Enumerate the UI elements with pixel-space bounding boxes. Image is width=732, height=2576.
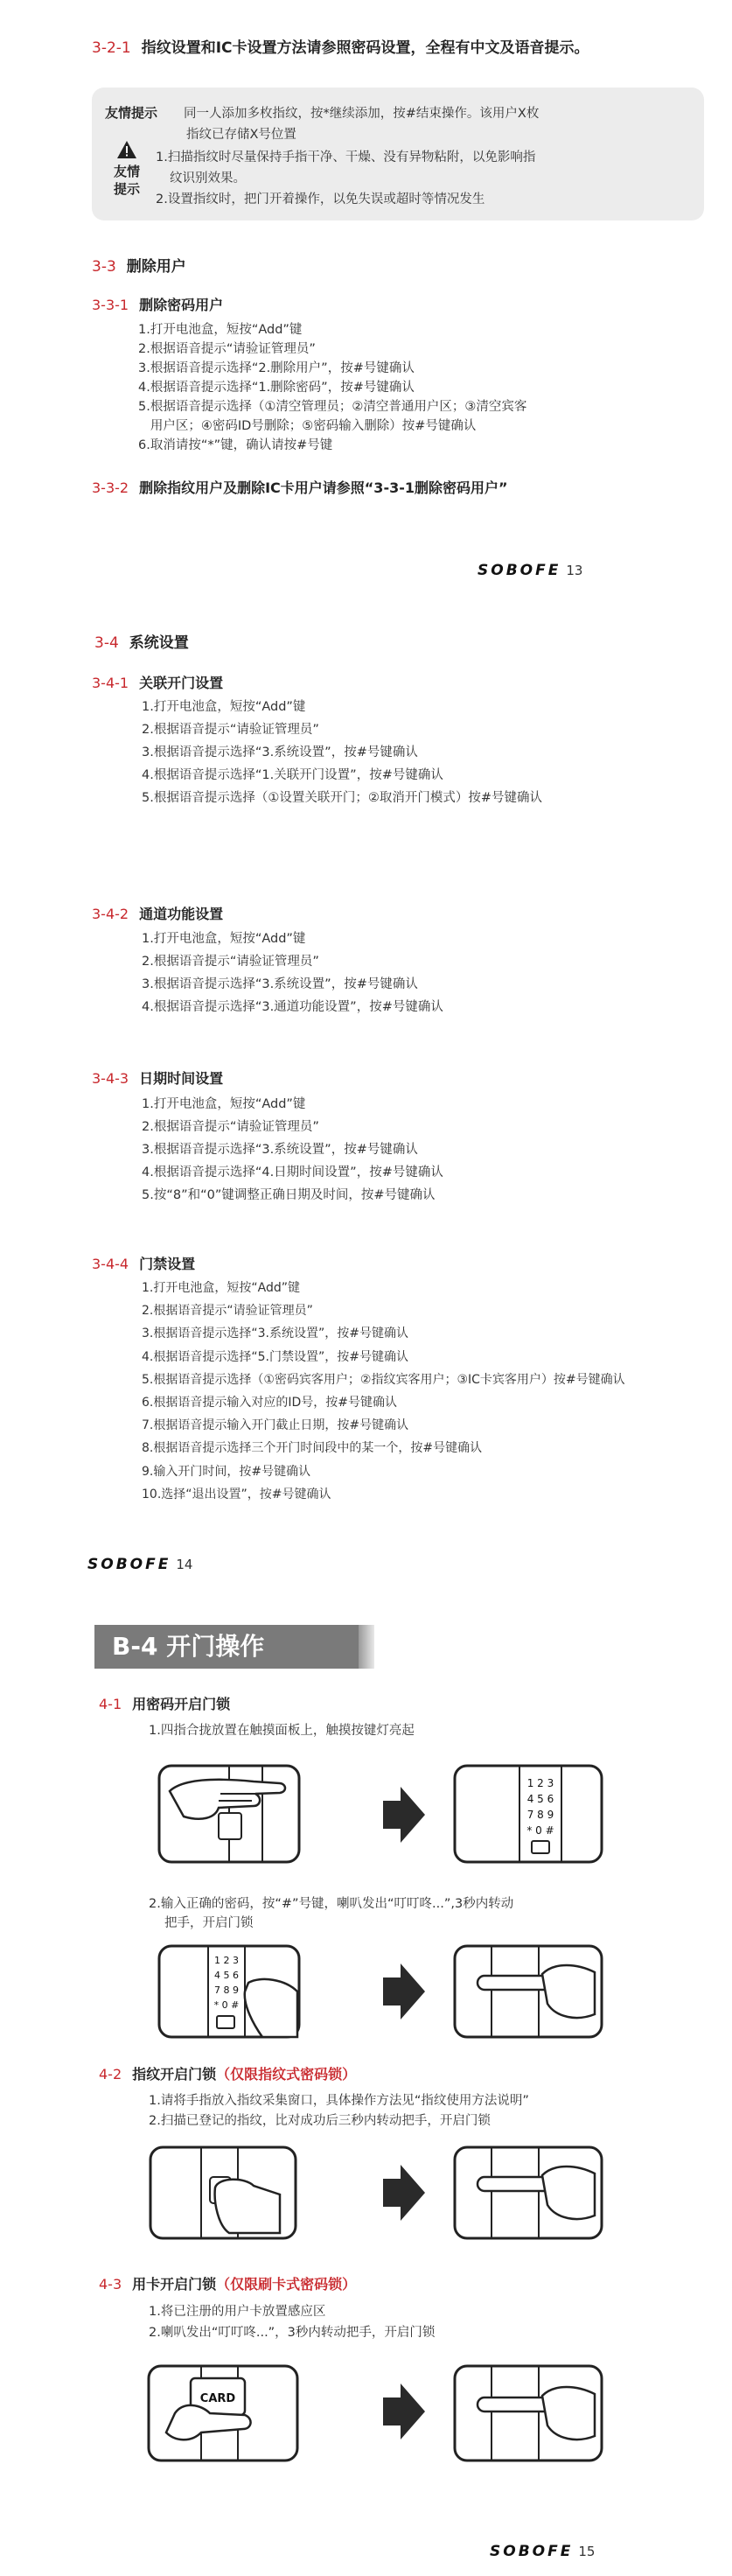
list-item: 2.根据语音提示“请验证管理员” <box>142 1304 313 1319</box>
arrow-right-icon <box>383 2384 425 2440</box>
list-item: 10.选择“退出设置”，按#号键确认 <box>142 1487 331 1502</box>
brand-logo: SOBOFE <box>490 2543 574 2560</box>
heading-4-2: 4-2 指纹开启门锁（仅限指纹式密码锁） <box>99 2066 357 2082</box>
steps-3-4-1 <box>142 696 542 809</box>
list-item: 2.根据语音提示“请验证管理员” <box>138 342 316 356</box>
list-item: 4.根据语音提示选择“3.通道功能设置”，按#号键确认 <box>142 1000 443 1014</box>
steps-4-2: 1.请将手指放入指纹采集窗口，具体操作方法见“指纹使用方法说明” 2.扫描已登记的指纹，比对成功后三秒内转动把手，开启门锁 <box>149 2094 529 2128</box>
section-banner-b4: B-4 开门操作 <box>94 1625 360 1669</box>
list-item: 5.根据语音提示选择（①设置关联开门；②取消开门模式）按#号键确认 <box>142 791 542 805</box>
list-item: 用户区；④密码ID号删除；⑤密码输入删除）按#号键确认 <box>138 419 477 433</box>
list-item: 3.根据语音提示选择“3.系统设置”，按#号键确认 <box>142 1326 408 1341</box>
notice-tips: 1.扫描指纹时尽量保持手指干净、干燥、没有异物粘附，以免影响指 纹识别效果。 2.设置指纹时，把门开着操作，以免失误或超时等情况发生 <box>156 150 536 206</box>
page-number: 14 <box>176 1557 193 1572</box>
keypad-row: 1 2 3 <box>214 1955 239 1966</box>
lock-keypad-lit-image <box>455 1766 602 1862</box>
steps-3-4-4 <box>142 1277 625 1506</box>
notice-text: 同一人添加多枚指纹，按*继续添加，按#结束操作。该用户X枚 指纹已存储X号位置 <box>184 107 540 142</box>
finger-press-icon <box>215 2180 280 2233</box>
page-number: 15 <box>578 2544 596 2559</box>
keypad-row: 7 8 9 <box>214 1984 239 1996</box>
arrow-right-icon <box>383 1787 425 1843</box>
list-item: 3.根据语音提示选择“2.删除用户”，按#号键确认 <box>138 361 415 375</box>
list-item: 5.根据语音提示选择（①清空管理员；②清空普通用户区；③清空宾客 <box>138 400 527 414</box>
list-item: 1.打开电池盒，短按“Add”键 <box>142 932 306 946</box>
warning-triangle-icon <box>116 140 137 159</box>
list-item: 4.根据语音提示选择“1.删除密码”，按#号键确认 <box>138 381 415 395</box>
footer-page-13 <box>478 562 582 579</box>
list-item: 4.根据语音提示选择“4.日期时间设置”，按#号键确认 <box>142 1166 443 1180</box>
list-item: 3.根据语音提示选择“3.系统设置”，按#号键确认 <box>142 1143 418 1157</box>
keypad-row: * 0 # <box>213 1999 240 2011</box>
heading-4-1: 4-1 用密码开启门锁 <box>99 1696 231 1712</box>
steps-3-4-3 <box>142 1093 443 1207</box>
lock-handle-turn-image <box>455 2366 602 2460</box>
heading-3-4-2: 3-4-2 通道功能设置 <box>92 906 224 922</box>
steps-3-3-1 <box>138 320 526 455</box>
footer-page-15 <box>490 2543 595 2560</box>
list-item: 1.打开电池盒，短按“Add”键 <box>138 323 303 337</box>
keypad-row: 7 8 9 <box>526 1809 554 1821</box>
list-item: 4.根据语音提示选择“5.门禁设置”，按#号键确认 <box>142 1349 408 1364</box>
lock-handle-turn-image <box>455 1946 602 2037</box>
heading-3-4-1: 3-4-1 关联开门设置 <box>92 675 224 691</box>
heading-4-3: 4-3 用卡开启门锁（仅限刷卡式密码锁） <box>99 2276 357 2292</box>
list-item: 2.根据语音提示“请验证管理员” <box>142 723 319 737</box>
arrow-right-icon <box>383 1964 425 2020</box>
heading-3-3-2: 3-3-2 删除指纹用户及删除IC卡用户请参照“3-3-1删除密码用户” <box>92 480 508 496</box>
keypad-row: * 0 # <box>526 1824 554 1837</box>
steps-4-3: 1.将已注册的用户卡放置感应区 2.喇叭发出“叮叮咚...”，3秒内转动把手，开启门锁 <box>149 2305 436 2340</box>
notice-title: 友情提示 <box>105 105 158 121</box>
list-item: 2.根据语音提示“请验证管理员” <box>142 1120 319 1134</box>
list-item: 5.按“8”和“0”键调整正确日期及时间，按#号键确认 <box>142 1188 436 1202</box>
list-item: 3.根据语音提示选择“3.系统设置”，按#号键确认 <box>142 746 418 760</box>
heading-3-4: 3-4 系统设置 <box>94 634 189 652</box>
illustration-keypad-touch <box>157 1760 612 1872</box>
keypad-row: 4 5 6 <box>214 1970 239 1981</box>
page-number: 13 <box>566 563 583 578</box>
list-item: 8.根据语音提示选择三个开门时间段中的某一个，按#号键确认 <box>142 1441 483 1456</box>
list-item: 1.打开电池盒，短按“Add”键 <box>142 1097 306 1111</box>
lock-handle-turn-image <box>455 2147 602 2238</box>
step-4-1-2: 2.输入正确的密码，按“#”号键，喇叭发出“叮叮咚...”,3秒内转动 把手，开启门锁 <box>149 1897 514 1930</box>
heading-3-4-4: 3-4-4 门禁设置 <box>92 1256 196 1272</box>
illustration-card <box>140 2352 612 2474</box>
list-item: 6.根据语音提示输入对应的ID号，按#号键确认 <box>142 1396 397 1410</box>
list-item: 9.输入开门时间，按#号键确认 <box>142 1464 311 1479</box>
step-4-1-1: 1.四指合拢放置在触摸面板上，触摸按键灯亮起 <box>149 1724 415 1738</box>
list-item: 1.打开电池盒，短按“Add”键 <box>142 700 306 714</box>
list-item: 6.取消请按“*”键，确认请按#号键 <box>138 438 333 452</box>
card-label: CARD <box>199 2392 236 2405</box>
footer-page-14 <box>87 1556 192 1573</box>
list-item: 4.根据语音提示选择“1.关联开门设置”，按#号键确认 <box>142 768 443 782</box>
keypad-row: 1 2 3 <box>526 1777 554 1789</box>
list-item: 7.根据语音提示输入开门截止日期，按#号键确认 <box>142 1418 409 1433</box>
finger-press-icon <box>245 1979 297 2037</box>
heading-3-3-1: 3-3-1 删除密码用户 <box>92 297 224 313</box>
list-item: 2.根据语音提示“请验证管理员” <box>142 955 319 969</box>
heading-3-2-1: 3-2-1 指纹设置和IC卡设置方法请参照密码设置，全程有中文及语音提示。 <box>92 39 589 57</box>
heading-3-4-3: 3-4-3 日期时间设置 <box>92 1070 224 1087</box>
brand-logo: SOBOFE <box>87 1556 171 1573</box>
keypad-row: 4 5 6 <box>526 1793 554 1805</box>
brand-logo: SOBOFE <box>478 562 561 579</box>
arrow-right-icon <box>383 2165 425 2221</box>
warning-icon <box>109 140 144 163</box>
illustration-fingerprint <box>149 2142 621 2245</box>
heading-3-3: 3-3 删除用户 <box>92 258 186 276</box>
illustration-enter-password <box>157 1941 612 2044</box>
list-item: 5.根据语音提示选择（①密码宾客用户；②指纹宾客用户；③IC卡宾客用户）按#号键确认 <box>142 1372 625 1387</box>
list-item: 3.根据语音提示选择“3.系统设置”，按#号键确认 <box>142 977 418 991</box>
notice-warn-label: 友情 提示 <box>113 164 140 197</box>
steps-3-4-2 <box>142 928 443 1018</box>
list-item: 1.打开电池盒，短按“Add”键 <box>142 1281 300 1295</box>
